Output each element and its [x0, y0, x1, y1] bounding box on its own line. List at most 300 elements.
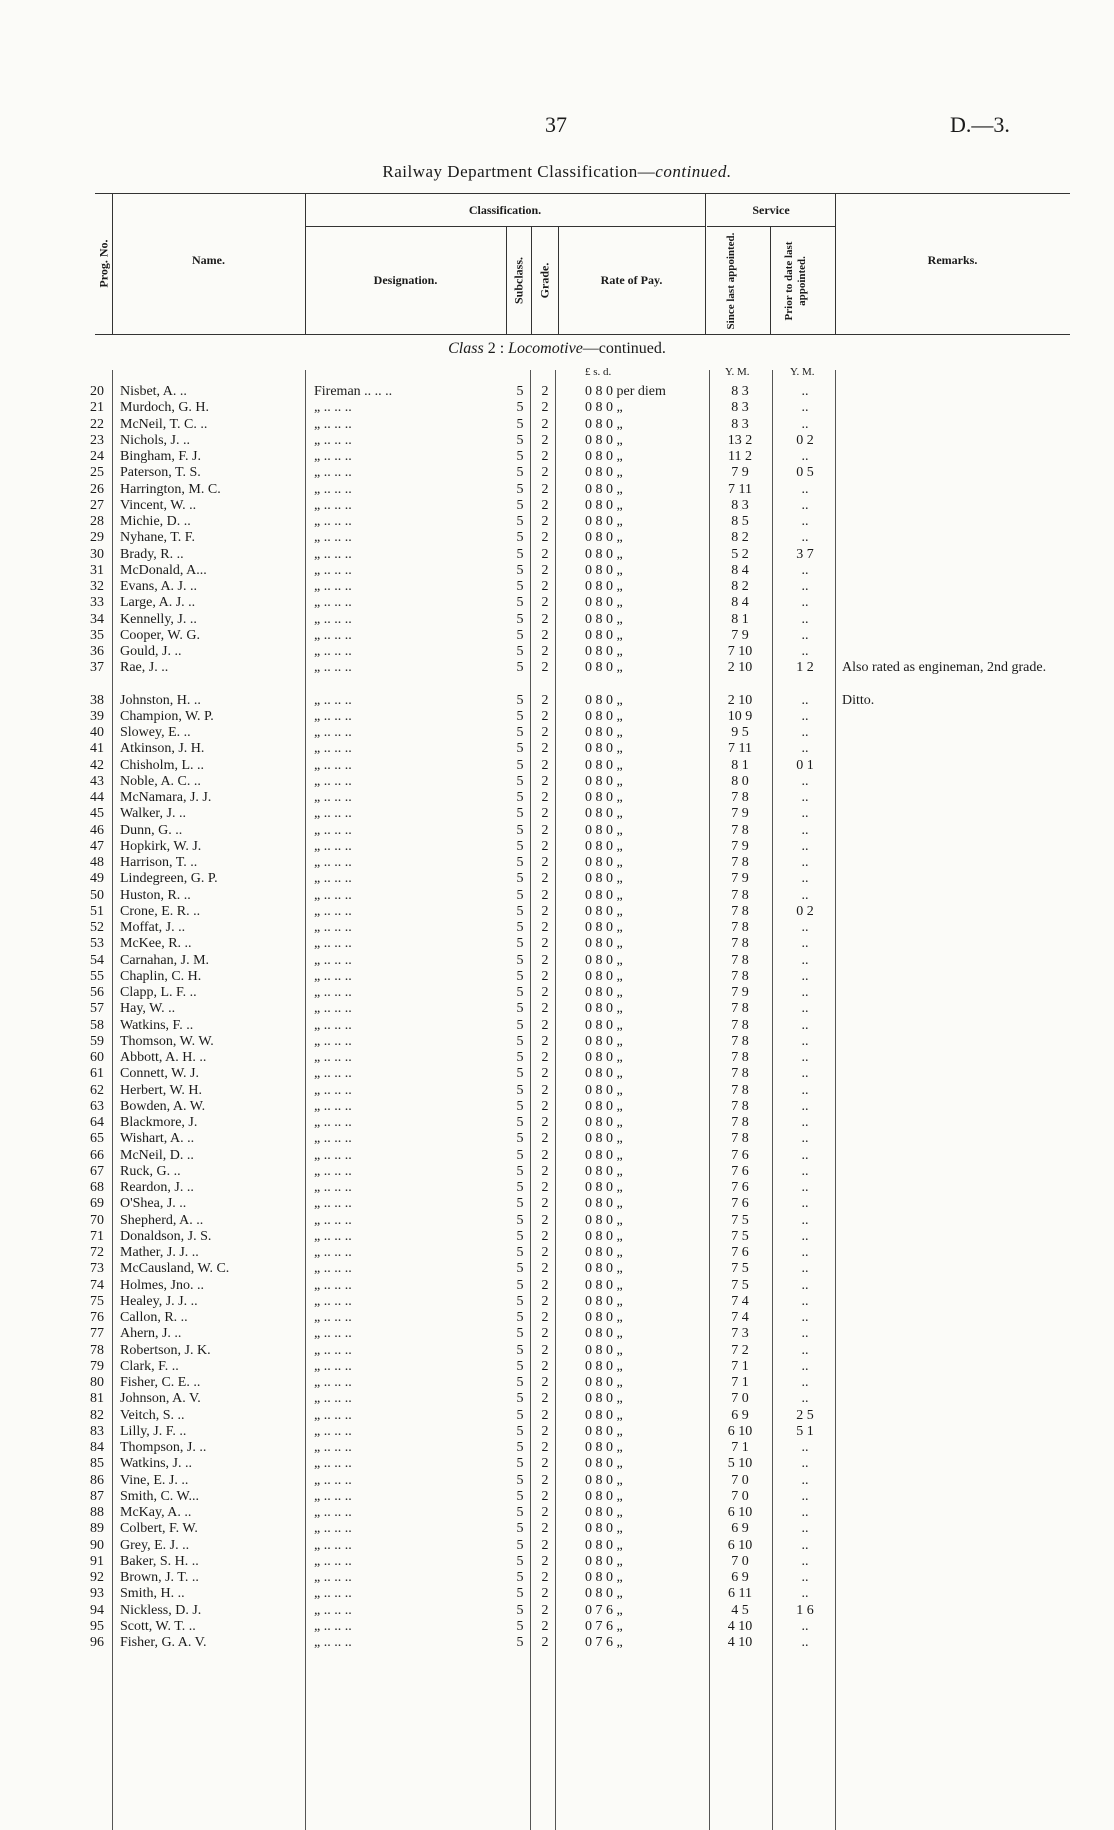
table-row [0, 612, 1114, 628]
since-last-cell: 7 8 [731, 1098, 749, 1114]
prog-no: 54 [90, 952, 104, 968]
subclass-cell: 5 [516, 806, 524, 822]
prior-cell: .. [801, 936, 809, 952]
table-row [0, 482, 1114, 498]
name-cell: Healey, J. J. .. [120, 1293, 198, 1309]
rate-of-pay-cell: 0 8 0 „ [585, 514, 623, 529]
prog-no: 56 [90, 985, 104, 1000]
table-row [0, 465, 1114, 481]
table-row [0, 547, 1114, 563]
designation-cell: „ .. .. .. [314, 1066, 352, 1082]
prior-cell: .. [801, 1180, 809, 1195]
table-row [0, 1521, 1114, 1537]
grade-cell: 2 [541, 1358, 549, 1374]
subclass-cell: 5 [516, 627, 524, 643]
table-row [0, 1424, 1114, 1440]
subclass-cell: 5 [516, 1017, 524, 1033]
prior-cell: .. [801, 985, 809, 1000]
prog-no: 84 [90, 1440, 104, 1455]
name-cell: Grey, E. J. .. [120, 1537, 190, 1553]
classification-header: Classification. [468, 203, 542, 217]
grade-cell: 2 [541, 644, 549, 659]
prog-no: 73 [90, 1261, 104, 1277]
table-row [0, 1554, 1114, 1570]
subclass-cell: 5 [516, 1033, 524, 1049]
subclass-cell: 5 [516, 1440, 524, 1455]
prog-no: 23 [90, 432, 104, 448]
table-row [0, 1018, 1114, 1034]
prior-cell: .. [801, 1391, 809, 1407]
rate-of-pay-cell: 0 8 0 „ [585, 627, 623, 643]
subclass-cell: 5 [516, 1326, 524, 1342]
subclass-cell: 5 [516, 838, 524, 854]
prog-no: 64 [90, 1115, 104, 1130]
subclass-cell: 5 [516, 1180, 524, 1195]
table-row [0, 449, 1114, 465]
prog-no: 45 [90, 806, 104, 822]
subclass-cell: 5 [516, 384, 524, 399]
prog-no: 78 [90, 1342, 104, 1358]
grade-cell: 2 [541, 1456, 549, 1472]
name-header: Name. [192, 253, 225, 267]
rate-of-pay-cell: 0 8 0 „ [585, 1245, 623, 1260]
since-last-cell: 7 2 [731, 1342, 749, 1358]
prog-no: 26 [90, 481, 104, 497]
rate-of-pay-cell: 0 8 0 „ [585, 1001, 623, 1017]
prior-cell: .. [801, 1261, 809, 1277]
table-row [0, 417, 1114, 433]
grade-cell: 2 [541, 465, 549, 481]
name-cell: Reardon, J. .. [120, 1180, 194, 1195]
designation-cell: „ .. .. .. [314, 838, 352, 854]
since-last-cell: 8 4 [731, 595, 749, 611]
since-last-cell: 7 8 [731, 1033, 749, 1049]
name-cell: Abbott, A. H. .. [120, 1050, 207, 1065]
rate-of-pay-cell: 0 8 0 „ [585, 562, 623, 578]
name-cell: Rae, J. .. [120, 660, 169, 676]
table-row [0, 904, 1114, 920]
grade-cell: 2 [541, 1293, 549, 1309]
table-row [0, 579, 1114, 595]
prior-cell: 0 2 [796, 903, 814, 919]
prog-no: 34 [90, 611, 104, 627]
designation-cell: „ .. .. .. [314, 773, 352, 789]
grade-cell: 2 [541, 530, 549, 546]
prog-no: 25 [90, 465, 104, 481]
document-reference: D.—3. [950, 112, 1010, 137]
prog-no: 41 [90, 741, 104, 757]
since-last-cell: 7 8 [731, 1131, 749, 1147]
prog-no: 55 [90, 968, 104, 984]
prog-no: 88 [90, 1505, 104, 1520]
since-last-cell: 7 9 [731, 806, 749, 822]
since-last-cell: 4 10 [727, 1618, 753, 1634]
prior-cell: 5 1 [796, 1423, 814, 1439]
class-heading-branch: Locomotive [508, 340, 583, 357]
grade-cell: 2 [541, 1391, 549, 1407]
grade-cell: 2 [541, 1131, 549, 1147]
grade-cell: 2 [541, 1277, 549, 1293]
remarks-cell: Also rated as engineman, 2nd grade. [842, 660, 1047, 676]
table-row [0, 1570, 1114, 1586]
since-last-cell: 7 5 [731, 1228, 749, 1244]
prior-cell: .. [801, 1098, 809, 1114]
table-row [0, 1083, 1114, 1099]
prog-no: 71 [90, 1228, 104, 1244]
subclass-cell: 5 [516, 465, 524, 481]
prior-cell: .. [801, 887, 809, 903]
prior-cell: .. [801, 822, 809, 838]
prog-no: 43 [90, 773, 104, 789]
designation-cell: „ .. .. .. [314, 692, 352, 708]
prog-no: 61 [90, 1066, 104, 1082]
name-cell: Kennelly, J. .. [120, 611, 197, 627]
grade-cell: 2 [541, 1407, 549, 1423]
subclass-cell: 5 [516, 1586, 524, 1602]
name-cell: McKay, A. .. [120, 1505, 192, 1520]
rate-of-pay-cell: 0 8 0 „ [585, 1212, 623, 1228]
rate-of-pay-cell: 0 8 0 „ [585, 822, 623, 838]
name-cell: Huston, R. .. [120, 887, 191, 903]
prior-cell: .. [801, 1228, 809, 1244]
prog-no: 63 [90, 1098, 104, 1114]
name-cell: Vine, E. J. .. [120, 1472, 189, 1488]
service-header: Service [752, 203, 790, 217]
prior-cell: .. [801, 1212, 809, 1228]
rate-of-pay-cell: 0 8 0 „ [585, 790, 623, 805]
class-heading-continued: —continued. [582, 340, 666, 357]
rate-of-pay-cell: 0 8 0 „ [585, 497, 623, 513]
prog-no: 60 [90, 1050, 104, 1065]
since-last-cell: 7 11 [728, 741, 752, 757]
name-cell: Ahern, J. .. [120, 1326, 182, 1342]
header-divider [531, 226, 532, 335]
name-cell: Fisher, G. A. V. [120, 1635, 207, 1650]
subclass-cell: 5 [516, 579, 524, 594]
since-last-cell: 4 5 [731, 1602, 749, 1618]
name-cell: Watkins, J. .. [120, 1456, 192, 1472]
rate-of-pay-cell: 0 8 0 „ [585, 546, 623, 562]
since-last-cell: 8 1 [731, 757, 749, 773]
rate-of-pay-cell: 0 8 0 „ [585, 1163, 623, 1179]
subclass-cell: 5 [516, 968, 524, 984]
since-last-cell: 7 8 [731, 1017, 749, 1033]
prog-no: 49 [90, 871, 104, 887]
prog-no: 95 [90, 1618, 104, 1634]
designation-cell: „ .. .. .. [314, 1033, 352, 1049]
table-row [0, 384, 1114, 400]
since-last-cell: 8 3 [731, 416, 749, 432]
since-last-cell: 7 8 [731, 936, 749, 952]
grade-cell: 2 [541, 1342, 549, 1358]
designation-cell: „ .. .. .. [314, 1375, 352, 1390]
prior-cell: .. [801, 1293, 809, 1309]
rate-of-pay-cell: 0 7 6 „ [585, 1602, 623, 1618]
subclass-cell: 5 [516, 1212, 524, 1228]
table-row [0, 1603, 1114, 1619]
prior-cell: .. [801, 806, 809, 822]
name-cell: Chaplin, C. H. [120, 968, 202, 984]
prior-cell: .. [801, 644, 809, 659]
name-cell: McKee, R. .. [120, 936, 192, 952]
prog-no: 28 [90, 514, 104, 529]
designation-cell: „ .. .. .. [314, 644, 352, 659]
designation-cell: „ .. .. .. [314, 822, 352, 838]
designation-cell: „ .. .. .. [314, 920, 352, 935]
name-cell: Michie, D. .. [120, 514, 191, 529]
subclass-cell: 5 [516, 741, 524, 757]
table-row [0, 806, 1114, 822]
designation-header: Designation. [373, 273, 438, 287]
designation-cell: „ .. .. .. [314, 1635, 352, 1650]
prior-cell: .. [801, 611, 809, 627]
rate-of-pay-cell: 0 8 0 „ [585, 1472, 623, 1488]
grade-cell: 2 [541, 936, 549, 952]
table-row [0, 1148, 1114, 1164]
subclass-cell: 5 [516, 1521, 524, 1537]
subclass-cell: 5 [516, 1570, 524, 1585]
page-number: 37 [545, 112, 567, 137]
subclass-cell: 5 [516, 903, 524, 919]
name-cell: Large, A. J. .. [120, 595, 196, 611]
prior-cell: .. [801, 1196, 809, 1212]
name-cell: Bingham, F. J. [120, 449, 201, 464]
subclass-cell: 5 [516, 1277, 524, 1293]
rate-of-pay-cell: 0 8 0 „ [585, 741, 623, 757]
rate-of-pay-cell: 0 8 0 „ [585, 481, 623, 497]
prior-cell: .. [801, 790, 809, 805]
prior-cell: .. [801, 530, 809, 546]
rate-of-pay-cell: 0 8 0 „ [585, 1391, 623, 1407]
since-last-cell: 6 10 [727, 1537, 753, 1553]
prior-cell: .. [801, 627, 809, 643]
subclass-cell: 5 [516, 1391, 524, 1407]
prior-cell: .. [801, 1245, 809, 1260]
grade-cell: 2 [541, 449, 549, 464]
prior-cell: .. [801, 1570, 809, 1585]
designation-cell: „ .. .. .. [314, 1602, 352, 1618]
prior-cell: 1 2 [796, 660, 814, 676]
rate-of-pay-cell: 0 8 0 „ [585, 1456, 623, 1472]
table-row [0, 709, 1114, 725]
rate-of-pay-cell: 0 8 0 „ [585, 903, 623, 919]
designation-cell: „ .. .. .. [314, 887, 352, 903]
designation-cell: „ .. .. .. [314, 514, 352, 529]
since-last-cell: 7 1 [731, 1375, 749, 1390]
prog-no: 76 [90, 1310, 104, 1325]
class-heading-number: 2 [487, 340, 496, 357]
table-row [0, 644, 1114, 660]
designation-cell: „ .. .. .. [314, 1050, 352, 1065]
table-row [0, 1326, 1114, 1342]
since-last-cell: 7 9 [731, 871, 749, 887]
name-cell: Lindegreen, G. P. [120, 871, 218, 887]
since-last-cell: 5 2 [731, 546, 749, 562]
page-title [0, 162, 1114, 182]
grade-cell: 2 [541, 1033, 549, 1049]
prog-no: 37 [90, 660, 104, 676]
table-row [0, 790, 1114, 806]
prior-cell: 1 6 [796, 1602, 814, 1618]
name-cell: Nichols, J. .. [120, 432, 190, 448]
prog-no: 35 [90, 627, 104, 643]
rate-of-pay-cell: 0 8 0 „ [585, 1358, 623, 1374]
designation-cell: „ .. .. .. [314, 1180, 352, 1195]
table-row [0, 1278, 1114, 1294]
since-last-cell: 7 9 [731, 985, 749, 1000]
table-row [0, 871, 1114, 887]
grade-cell: 2 [541, 757, 549, 773]
subclass-cell: 5 [516, 1618, 524, 1634]
rate-of-pay-cell: 0 8 0 „ [585, 644, 623, 659]
designation-cell: „ .. .. .. [314, 741, 352, 757]
designation-cell: „ .. .. .. [314, 546, 352, 562]
subclass-cell: 5 [516, 1261, 524, 1277]
since-last-cell: 4 10 [727, 1635, 753, 1650]
subclass-cell: 5 [516, 1098, 524, 1114]
table-row [0, 563, 1114, 579]
grade-cell: 2 [541, 1326, 549, 1342]
since-last-cell: 7 5 [731, 1212, 749, 1228]
name-cell: Crone, E. R. .. [120, 903, 201, 919]
name-cell: Shepherd, A. .. [120, 1212, 204, 1228]
designation-cell: „ .. .. .. [314, 968, 352, 984]
rate-of-pay-cell: 0 8 0 „ [585, 708, 623, 724]
name-cell: Herbert, W. H. [120, 1082, 203, 1098]
since-last-cell: 11 2 [728, 449, 752, 464]
table-row [0, 595, 1114, 611]
grade-cell: 2 [541, 497, 549, 513]
prog-no: 47 [90, 838, 104, 854]
designation-cell: „ .. .. .. [314, 400, 352, 416]
name-cell: Bowden, A. W. [120, 1098, 206, 1114]
table-row [0, 1001, 1114, 1017]
subclass-cell: 5 [516, 1375, 524, 1390]
prog-no: 69 [90, 1196, 104, 1212]
grade-cell: 2 [541, 595, 549, 611]
pay-units: £ s. d. [585, 366, 612, 378]
table-row [0, 855, 1114, 871]
rate-of-pay-cell: 0 8 0 „ [585, 465, 623, 481]
since-last-cell: 7 1 [731, 1440, 749, 1455]
name-cell: Clark, F. .. [120, 1358, 179, 1374]
rate-of-pay-cell: 0 8 0 „ [585, 838, 623, 854]
rate-of-pay-cell: 0 7 6 „ [585, 1618, 623, 1634]
rate-of-pay-cell: 0 8 0 „ [585, 1423, 623, 1439]
rate-of-pay-cell: 0 8 0 „ [585, 1570, 623, 1585]
subclass-cell: 5 [516, 1602, 524, 1618]
table-row [0, 1619, 1114, 1635]
since-last-cell: 8 2 [731, 579, 749, 594]
prior-cell: .. [801, 1147, 809, 1163]
rate-of-pay-cell: 0 8 0 „ [585, 757, 623, 773]
grade-cell: 2 [541, 985, 549, 1000]
designation-cell: „ .. .. .. [314, 1277, 352, 1293]
header-divider [770, 226, 771, 335]
designation-cell: „ .. .. .. [314, 1618, 352, 1634]
name-cell: Callon, R. .. [120, 1310, 188, 1325]
subclass-cell: 5 [516, 611, 524, 627]
grade-cell: 2 [541, 822, 549, 838]
since-last-cell: 8 5 [731, 514, 749, 529]
grade-cell: 2 [541, 1066, 549, 1082]
name-cell: Thomson, W. W. [120, 1033, 214, 1049]
table-row [0, 1213, 1114, 1229]
header-divider [506, 226, 507, 335]
subclass-cell: 5 [516, 773, 524, 789]
name-cell: Mather, J. J. .. [120, 1245, 199, 1260]
table-row [0, 1359, 1114, 1375]
name-cell: Watkins, F. .. [120, 1017, 194, 1033]
prior-cell: .. [801, 952, 809, 968]
grade-cell: 2 [541, 1245, 549, 1260]
subclass-cell: 5 [516, 400, 524, 416]
designation-cell: „ .. .. .. [314, 903, 352, 919]
since-last-cell: 6 9 [731, 1521, 749, 1537]
designation-cell: „ .. .. .. [314, 1017, 352, 1033]
designation-cell: „ .. .. .. [314, 660, 352, 676]
designation-cell: „ .. .. .. [314, 708, 352, 724]
table-row [0, 1034, 1114, 1050]
prog-no: 20 [90, 384, 104, 399]
name-cell: Paterson, T. S. [120, 465, 201, 481]
prog-no: 50 [90, 887, 104, 903]
rate-of-pay-cell: 0 8 0 „ [585, 1342, 623, 1358]
rate-of-pay-cell: 0 8 0 „ [585, 968, 623, 984]
header-divider [705, 193, 706, 335]
since-last-cell: 10 9 [727, 708, 753, 724]
subclass-cell: 5 [516, 887, 524, 903]
rate-of-pay-cell: 0 8 0 „ [585, 920, 623, 935]
grade-cell: 2 [541, 1228, 549, 1244]
subclass-cell: 5 [516, 1358, 524, 1374]
grade-cell: 2 [541, 1115, 549, 1130]
table-row [0, 400, 1114, 416]
rate-of-pay-cell: 0 8 0 „ [585, 1586, 623, 1602]
designation-cell: „ .. .. .. [314, 497, 352, 513]
prog-no: 62 [90, 1082, 104, 1098]
rate-of-pay-cell: 0 8 0 „ [585, 692, 623, 708]
title-continued: continued. [655, 162, 732, 181]
grade-cell: 2 [541, 968, 549, 984]
name-cell: McNeil, T. C. .. [120, 416, 208, 432]
prog-no: 70 [90, 1212, 104, 1228]
rate-of-pay-cell: 0 8 0 „ [585, 595, 623, 611]
subclass-cell: 5 [516, 855, 524, 870]
name-cell: Walker, J. .. [120, 806, 186, 822]
designation-cell: „ .. .. .. [314, 1293, 352, 1309]
subclass-cell: 5 [516, 1115, 524, 1130]
since-last-cell: 7 6 [731, 1163, 749, 1179]
rate-of-pay-cell: 0 8 0 „ [585, 1310, 623, 1325]
since-last-cell: 6 9 [731, 1407, 749, 1423]
prog-no: 40 [90, 725, 104, 740]
remarks-header: Remarks. [927, 253, 978, 267]
subclass-cell: 5 [516, 644, 524, 659]
name-cell: McNamara, J. J. [120, 790, 212, 805]
prior-cell: .. [801, 871, 809, 887]
since-last-cell: 8 2 [731, 530, 749, 546]
name-cell: Chisholm, L. .. [120, 757, 205, 773]
prior-cell: .. [801, 1472, 809, 1488]
prog-no: 32 [90, 579, 104, 594]
subclass-cell: 5 [516, 595, 524, 611]
since-last-cell: 7 0 [731, 1553, 749, 1569]
name-cell: Veitch, S. .. [120, 1407, 185, 1423]
rate-of-pay-cell: 0 8 0 „ [585, 1131, 623, 1147]
prog-no: 65 [90, 1131, 104, 1147]
prior-cell: 0 2 [796, 432, 814, 448]
